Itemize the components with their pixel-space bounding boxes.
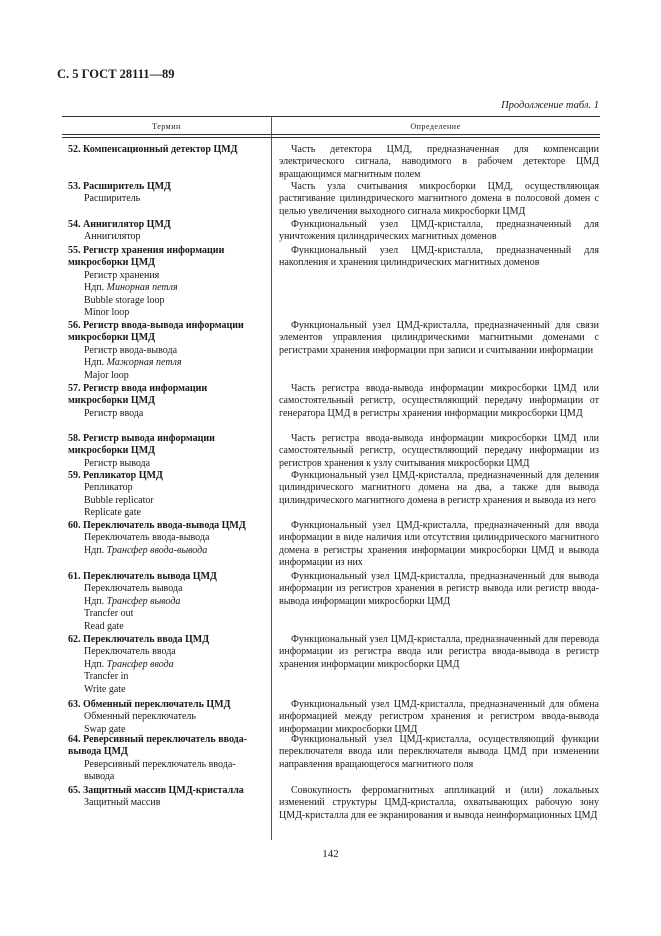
definition-cell (279, 219, 599, 244)
definition-text: Функциональный узел ЦМД-кристалла, предназначенный для перевода информации из регистра ввода или регистра ввода-вывода в регистр хранения информации микросборки ЦМД (279, 634, 599, 670)
definition-cell (279, 320, 599, 357)
definition-text: Часть детектора ЦМД, предназначенная для компенсации электрического сигнала, наводимого в рабочем детекторе ЦМД вращающимся магнитным полем (279, 144, 599, 180)
term-synonym: Minor loop (84, 307, 130, 319)
term-main: 62. Переключатель ввода ЦМД (68, 634, 210, 645)
term-synonym: Реверсивный переключатель ввода-вывода (84, 758, 236, 783)
term-synonym: Расширитель (84, 193, 141, 205)
term-synonym: Регистр ввода (84, 407, 144, 419)
definition-text: Функциональный узел ЦМД-кристалла, предназначенный для связи элементов управления цилиндрическими магнитными доменами с регистрами хранения информации при записи и считывании информации (279, 320, 599, 356)
term-synonym: Major loop (84, 369, 129, 381)
term-synonym: Replicate gate (84, 507, 141, 519)
term-synonym: Trancfer in (84, 671, 129, 683)
column-header-term: Термин (152, 122, 181, 131)
table-continuation-label: Продолжение табл. 1 (501, 100, 599, 111)
term-cell (68, 181, 265, 206)
definition-cell (279, 571, 599, 608)
definition-cell (279, 181, 599, 218)
header-bottom-rule-double (62, 137, 600, 138)
term-main: 58. Регистр вывода информации микросборки ЦМД (68, 433, 215, 457)
column-header-definition: Определение (410, 122, 461, 131)
term-synonym: Регистр вывода (84, 457, 151, 469)
term-main: 63. Обменный переключатель ЦМД (68, 699, 231, 710)
term-synonym: Trancfer out (84, 608, 134, 620)
term-main: 64. Реверсивный переключатель ввода-вывода ЦМД (68, 734, 248, 758)
term-main: 65. Защитный массив ЦМД-кристалла (68, 785, 244, 796)
definition-cell (279, 699, 599, 736)
table-top-rule (62, 116, 600, 117)
term-synonym: Swap gate (84, 723, 126, 735)
column-divider (271, 116, 272, 840)
term-synonym: Репликатор (84, 482, 133, 494)
term-cell (68, 470, 265, 520)
definition-text: Часть регистра ввода-вывода информации микросборки ЦМД или самостоятельный регистр, осуществляющий передачу информации от генератора ЦМД в регистры хранения информации микросборки ЦМД (279, 383, 599, 419)
document-header: С. 5 ГОСТ 28111—89 (57, 67, 175, 81)
term-synonym: Bubble replicator (84, 494, 154, 506)
term-cell (68, 571, 265, 633)
definition-text: Функциональный узел ЦМД-кристалла, предназначенный для накопления и хранения цилиндрических магнитных доменов (279, 245, 599, 269)
term-synonym: Ндп. Мажорная петля (84, 357, 182, 369)
term-synonym: Bubble storage loop (84, 294, 165, 306)
term-cell (68, 383, 265, 420)
term-cell (68, 433, 265, 470)
term-synonym: Защитный массив (84, 797, 161, 809)
term-cell (68, 634, 265, 696)
term-synonym: Регистр хранения (84, 269, 160, 281)
definition-text: Функциональный узел ЦМД-кристалла, осуществляющий функции переключателя ввода или переключателя вывода ЦМД при изменении направления вращающегося магнитного поля (279, 734, 599, 770)
term-cell (68, 219, 265, 244)
term-cell (68, 245, 265, 319)
term-main: 57. Регистр ввода информации микросборки ЦМД (68, 383, 208, 407)
term-main: 60. Переключатель ввода-вывода ЦМД (68, 520, 246, 531)
definition-cell (279, 144, 599, 181)
term-main: 55. Регистр хранения информации микросборки ЦМД (68, 245, 225, 269)
definition-text: Функциональный узел ЦМД-кристалла, предназначенный для уничтожения цилиндрических магнитных доменов (279, 219, 599, 243)
term-synonym: Аннигилятор (84, 231, 141, 243)
term-main: 54. Аннигилятор ЦМД (68, 219, 171, 230)
header-bottom-rule (62, 134, 600, 135)
definition-cell (279, 245, 599, 270)
definition-cell (279, 383, 599, 420)
definition-text: Часть регистра ввода-вывода информации микросборки ЦМД или самостоятельный регистр, осуществляющий передачу информации из регистров хранения к узлу считывания микросборки ЦМД (279, 433, 599, 469)
term-synonym: Переключатель вывода (84, 583, 183, 595)
term-cell (68, 520, 265, 557)
term-synonym: Ндп. Минорная петля (84, 282, 178, 294)
term-synonym: Write gate (84, 683, 126, 695)
term-main: 53. Расширитель ЦМД (68, 181, 171, 192)
definition-text: Функциональный узел ЦМД-кристалла, предназначенный для обмена информацией между регистром хранения и регистром ввода-вывода информации микросборки ЦМД (279, 699, 599, 735)
terms-table (62, 116, 600, 840)
term-synonym: Регистр ввода-вывода (84, 344, 178, 356)
term-main: 52. Компенсационный детектор ЦМД (68, 144, 238, 155)
definition-cell (279, 734, 599, 771)
term-synonym: Ндп. Трансфер вывода (84, 595, 181, 607)
definition-cell (279, 785, 599, 822)
term-synonym: Ндп. Трансфер ввода (84, 658, 174, 670)
definition-text: Часть узла считывания микросборки ЦМД, осуществляющая растягивание цилиндрического магнитного домена в полосовой домен с целью увеличения выходного сигнала микросборки ЦМД (279, 181, 599, 217)
term-cell (68, 144, 265, 156)
term-main: 61. Переключатель вывода ЦМД (68, 571, 217, 582)
page-number: 142 (322, 848, 339, 860)
definition-cell (279, 433, 599, 470)
term-synonym: Ндп. Трансфер ввода-вывода (84, 544, 208, 556)
term-synonym: Переключатель ввода (84, 646, 176, 658)
definition-text: Функциональный узел ЦМД-кристалла, предназначенный для деления цилиндрического магнитного домена на два, а также для вывода цилиндрического магнитного домена в регистр хранения и вывода из него (279, 470, 599, 506)
definition-text: Функциональный узел ЦМД-кристалла, предназначенный для ввода информации в виде наличия или отсутствия цилиндрического магнитного домена в регистры хранения информации микросборки ЦМД и вывода информации из них (279, 520, 599, 569)
term-cell (68, 785, 265, 810)
term-main: 56. Регистр ввода-вывода информации микросборки ЦМД (68, 320, 244, 344)
term-synonym: Обменный переключатель (84, 711, 196, 723)
term-cell (68, 699, 265, 736)
definition-cell (279, 634, 599, 671)
term-synonym: Переключатель ввода-вывода (84, 532, 210, 544)
definition-text: Функциональный узел ЦМД-кристалла, предназначенный для вывода информации из регистров хранения в регистр вывода или регистр ввода-вывода информации микросборки ЦМД (279, 571, 599, 607)
definition-text: Совокупность ферромагнитных аппликаций и (или) локальных изменений структуры ЦМД-кристалла, охватывающих рабочую зону ЦМД-кристалла для ее экранирования и вывода неинформационных ЦМД (279, 785, 599, 821)
term-synonym: Read gate (84, 620, 124, 632)
term-main: 59. Репликатор ЦМД (68, 470, 163, 481)
term-cell (68, 734, 265, 784)
definition-cell (279, 520, 599, 570)
definition-cell (279, 470, 599, 507)
term-cell (68, 320, 265, 382)
